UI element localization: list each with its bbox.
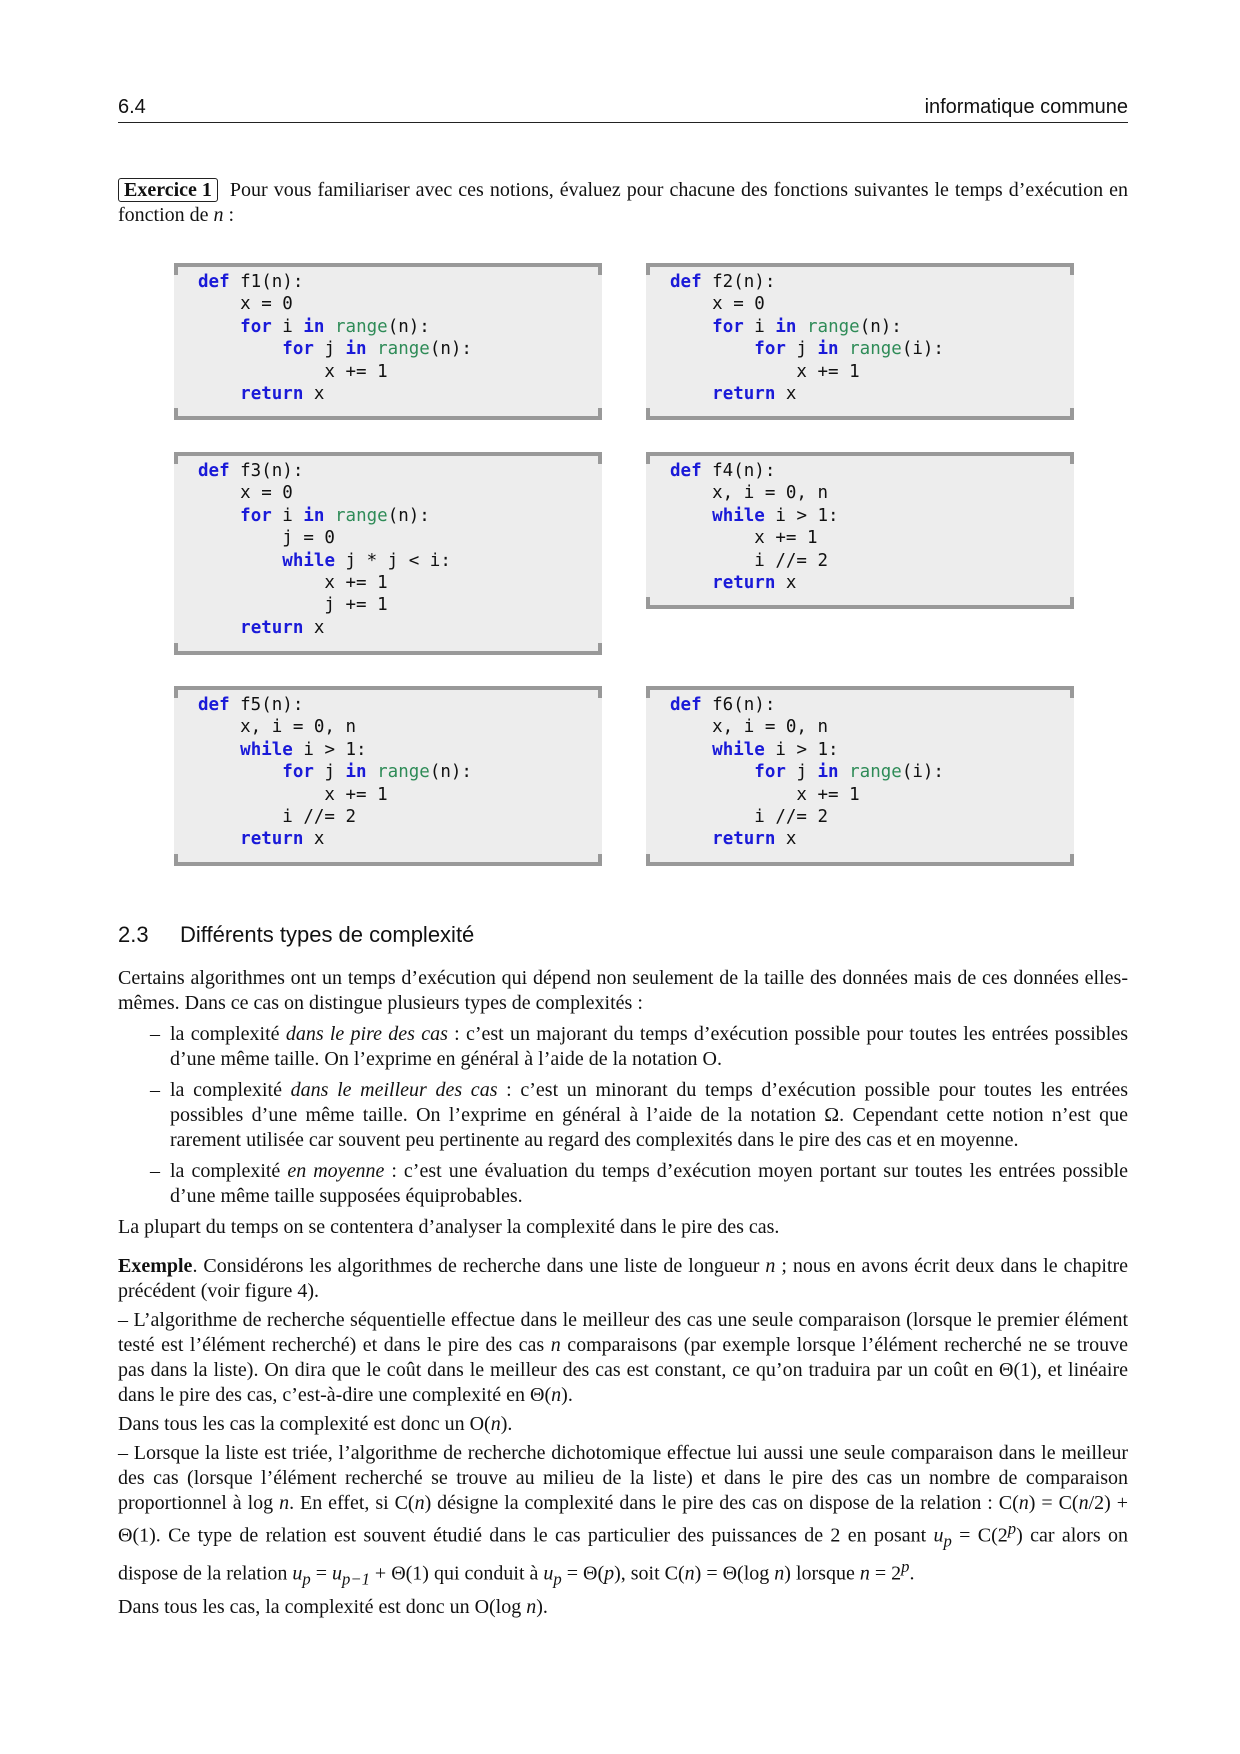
math-var: n xyxy=(765,1255,776,1277)
math-var: u xyxy=(933,1524,944,1547)
text: ) = C( xyxy=(1028,1492,1079,1514)
code-line: x += 1 xyxy=(198,784,388,805)
math-sub: p xyxy=(302,1569,311,1589)
bullet-emphasis: dans le meilleur des cas xyxy=(290,1079,498,1101)
code-line: while i > 1: xyxy=(712,739,839,760)
code-block-f6 xyxy=(646,686,1074,866)
code-line: x += 1 xyxy=(670,361,860,382)
text: ). xyxy=(561,1384,573,1406)
text: = xyxy=(310,1562,333,1585)
text: ) = Θ(log xyxy=(694,1562,775,1585)
complexity-list xyxy=(118,1022,1128,1209)
summary-paragraph: La plupart du temps on se contentera d’analyser la complexité dans le pire des cas. xyxy=(118,1216,780,1238)
list-item xyxy=(118,1078,1128,1153)
exercise-var-n: n xyxy=(213,204,224,226)
code-line: def f4(n): xyxy=(670,461,776,481)
sequential-conclusion xyxy=(118,1412,1128,1437)
section-body xyxy=(118,966,1128,1624)
code-line: i //= 2 xyxy=(670,550,829,571)
bullet-prefix: la complexité xyxy=(170,1160,288,1182)
math-var: n xyxy=(1018,1492,1029,1514)
code-line: j += 1 xyxy=(198,595,388,616)
text: . En effet, si C( xyxy=(289,1492,415,1514)
math-var: n xyxy=(774,1562,785,1585)
code-line: def f1(n): xyxy=(198,272,304,292)
code-block-f1 xyxy=(174,263,602,420)
text: ; nous en avons écrit deux dans le chapitre précédent (voir figure 4). xyxy=(118,1255,1128,1302)
text: ) lorsque xyxy=(784,1562,860,1585)
example-paragraph xyxy=(118,1254,1128,1304)
math-sub: p xyxy=(553,1569,562,1589)
exercise-label: Exercice 1 xyxy=(118,178,218,202)
text: = Θ( xyxy=(561,1562,605,1585)
code-line: x, i = 0, n xyxy=(670,483,829,504)
text: ) car alors on dispose de la relation xyxy=(118,1524,1129,1585)
exercise-statement xyxy=(118,178,1128,228)
code-line: while i > 1: xyxy=(240,739,367,760)
math-var: u xyxy=(543,1562,554,1585)
exercise-text: Pour vous familiariser avec ces notions, évaluez pour chacune des fonctions suivantes le temps d’exécution en fonction de xyxy=(118,179,1128,226)
text: comparaisons (par exemple lorsque l’élément recherché ne se trouve pas dans la liste). On dira que le coût dans le meilleur des cas est constant, ce qu’on traduira par un coût en Θ(1), et linéaire dans le pire des cas, c’est-à-dire une complexité en Θ( xyxy=(118,1334,1128,1406)
code-line: while i > 1: xyxy=(712,505,839,526)
code-line: def f5(n): xyxy=(198,695,304,715)
text: /2) + Θ(1). Ce type de relation est souvent étudié dans le cas particulier des puissances de 2 en posant xyxy=(118,1492,1128,1547)
dichotomic-search-paragraph xyxy=(118,1441,1128,1591)
code-line: x = 0 xyxy=(198,483,293,504)
intro-paragraph: Certains algorithmes ont un temps d’exécution qui dépend non seulement de la taille des données mais de ces données elles-mêmes. Dans ce cas on distingue plusieurs types de complexités : xyxy=(118,967,1128,1014)
bullet-text: : c’est un majorant du temps d’exécution possible pour toutes les entrées possibles d’une même taille. On l’exprime en général à l’aide de la notation O. xyxy=(170,1023,1129,1070)
code-block-f4 xyxy=(646,452,1074,609)
code-line: x += 1 xyxy=(670,784,860,805)
code-line: for j in range(n): xyxy=(282,339,472,360)
sequential-search-paragraph xyxy=(118,1308,1128,1408)
math-var: n xyxy=(551,1384,562,1406)
list-item xyxy=(118,1022,1128,1072)
code-line: x += 1 xyxy=(670,528,818,549)
text: ) désigne la complexité dans le pire des cas on dispose de la relation : C( xyxy=(424,1492,1019,1514)
code-line: j = 0 xyxy=(198,528,335,549)
exercise-text-end: : xyxy=(223,204,235,226)
header-title: informatique commune xyxy=(924,96,1128,118)
math-var: n xyxy=(414,1492,425,1514)
math-var: p xyxy=(604,1562,615,1585)
code-line: i //= 2 xyxy=(670,807,829,828)
text: = 2 xyxy=(869,1562,902,1585)
code-line: for j in range(n): xyxy=(282,762,472,783)
math-var: n xyxy=(490,1413,501,1435)
code-line: for j in range(i): xyxy=(754,762,944,783)
text: . xyxy=(909,1562,915,1585)
math-var: u xyxy=(292,1562,303,1585)
text: ). xyxy=(500,1413,513,1435)
code-line: x, i = 0, n xyxy=(198,717,357,738)
math-var: n xyxy=(550,1334,561,1356)
code-line: while j * j < i: xyxy=(282,550,451,571)
code-line: x += 1 xyxy=(198,361,388,382)
code-block-f3 xyxy=(174,452,602,655)
dichotomic-conclusion xyxy=(118,1595,1128,1620)
code-line: def f6(n): xyxy=(670,695,776,715)
bullet-prefix: la complexité xyxy=(170,1023,286,1045)
code-line: for i in range(n): xyxy=(712,316,902,337)
code-line: x, i = 0, n xyxy=(670,717,829,738)
code-line: return x xyxy=(712,384,797,405)
code-line: def f2(n): xyxy=(670,272,776,292)
text: + Θ(1) qui conduit à xyxy=(369,1562,544,1585)
math-var: n xyxy=(1078,1492,1089,1514)
text: ). xyxy=(536,1596,548,1619)
math-var: n xyxy=(859,1562,870,1585)
code-line: i //= 2 xyxy=(198,807,357,828)
list-item xyxy=(118,1159,1128,1209)
code-line: return x xyxy=(240,829,325,850)
math-var: n xyxy=(684,1562,695,1585)
code-line: x += 1 xyxy=(198,573,388,594)
math-sub: p xyxy=(943,1531,952,1551)
math-var: n xyxy=(279,1492,290,1514)
bullet-emphasis: en moyenne xyxy=(287,1160,385,1182)
math-var: n xyxy=(526,1596,537,1619)
code-line: for i in range(n): xyxy=(240,316,430,337)
math-var: u xyxy=(332,1562,343,1585)
text: – Lorsque la liste est triée, l’algorithme de recherche dichotomique effectue lui aussi une seule comparaison dans le meilleur des cas (lorsque l’élément recherché se trouve au milieu de la liste) et dans le pire des cas un nombre de comparaison proportionnel à log xyxy=(118,1442,1128,1514)
code-line: for i in range(n): xyxy=(240,505,430,526)
text: . Considérons les algorithmes de recherche dans une liste de longueur xyxy=(192,1255,766,1277)
math-sup: p xyxy=(901,1556,910,1576)
example-label: Exemple xyxy=(118,1255,193,1277)
code-line: for j in range(i): xyxy=(754,339,944,360)
bullet-text: : c’est un minorant du temps d’exécution possible pour toutes les entrées possibles d’une même taille. On l’exprime en général à l’aide de la notation Ω. Cependant cette notion n’est que rarement utilisée car souvent peu pertinente au regard des complexités dans le pire des cas et en moyenne. xyxy=(170,1079,1128,1151)
math-sub: p−1 xyxy=(342,1569,370,1589)
code-line: return x xyxy=(240,617,325,638)
code-block-f5 xyxy=(174,686,602,866)
section-heading xyxy=(118,922,474,948)
bullet-prefix: la complexité xyxy=(170,1079,291,1101)
text: Dans tous les cas, la complexité est donc un O(log xyxy=(118,1596,527,1619)
text: ), soit C( xyxy=(614,1562,685,1585)
code-line: return x xyxy=(240,384,325,405)
code-line: return x xyxy=(712,829,797,850)
section-title: Différents types de complexité xyxy=(180,922,475,947)
code-line: x = 0 xyxy=(198,294,293,315)
code-block-f2 xyxy=(646,263,1074,420)
math-sup: p xyxy=(1007,1519,1017,1538)
text: Dans tous les cas la complexité est donc un O( xyxy=(118,1413,491,1435)
code-line: return x xyxy=(712,573,797,594)
section-number: 2.3 xyxy=(118,922,149,947)
code-line: x = 0 xyxy=(670,294,765,315)
bullet-text: : c’est une évaluation du temps d’exécution moyen portant sur toutes les entrées possible d’une même taille supposées équiprobables. xyxy=(170,1160,1129,1207)
text: – L’algorithme de recherche séquentielle effectue dans le meilleur des cas une seule comparaison (lorsque le premier élément testé est l’élément recherché) et dans le pire des cas xyxy=(118,1309,1128,1356)
bullet-emphasis: dans le pire des cas xyxy=(285,1023,448,1045)
text: = C(2 xyxy=(951,1524,1008,1547)
running-header xyxy=(118,96,1128,123)
code-line: def f3(n): xyxy=(198,461,304,481)
header-number: 6.4 xyxy=(118,96,146,118)
